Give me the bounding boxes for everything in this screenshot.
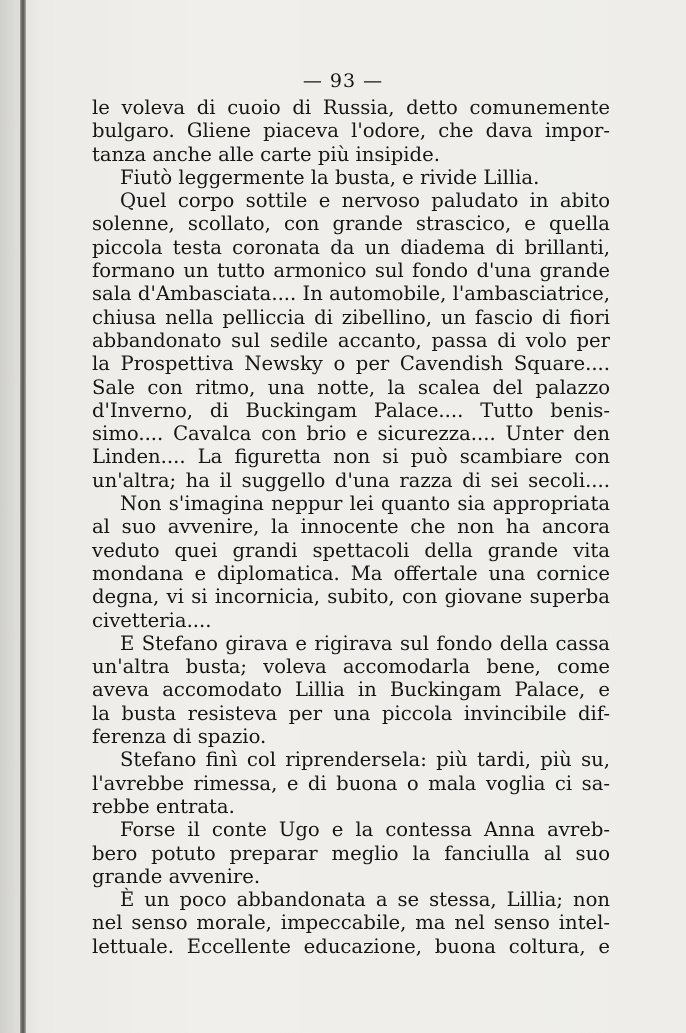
text-line: degna, vi si incornicia, subito, con giovane superba	[92, 585, 610, 609]
text-line: nel senso morale, impeccabile, ma nel senso intel-	[92, 911, 610, 935]
text-line: bero potuto preparar meglio la fanciulla al suo	[92, 841, 610, 865]
text-line: veduto quei grandi spettacoli della grande vita	[92, 538, 610, 562]
text-line: E Stefano girava e rigirava sul fondo della cassa	[120, 631, 610, 655]
text-line: al suo avvenire, la innocente che non ha ancora	[92, 515, 610, 539]
text-line: Linden.... La figuretta non si può scambiare con	[92, 445, 610, 469]
text-line: le voleva di cuoio di Russia, detto comunemente	[92, 96, 610, 119]
text-line: simo.... Cavalca con brio e sicurezza.... Unter den	[92, 422, 610, 446]
text-line: Non s'imagina neppur lei quanto sia appropriata	[120, 492, 610, 516]
text-line: grande avvenire.	[92, 864, 261, 888]
text-line: sala d'Ambasciata.... In automobile, l'ambasciatrice,	[92, 282, 610, 306]
page-number: — 93 —	[302, 70, 384, 92]
text-line: formano un tutto armonico sul fondo d'una grande	[92, 259, 610, 283]
body-text	[92, 96, 610, 958]
text-line: la busta resisteva per una piccola invincibile dif-	[92, 701, 610, 725]
text-line: un'altra; ha il suggello d'una razza di sei secoli....	[92, 468, 610, 492]
text-line: Forse il conte Ugo e la contessa Anna avreb-	[120, 818, 610, 842]
text-line: Fiutò leggermente la busta, e rivide Lillia.	[120, 165, 540, 189]
text-line: Sale con ritmo, una notte, la scalea del palazzo	[92, 375, 610, 399]
text-line: mondana e diplomatica. Ma offertale una cornice	[92, 561, 610, 585]
text-line: rebbe entrata.	[92, 794, 235, 818]
text-line: l'avrebbe rimessa, e di buona o mala voglia ci sa-	[92, 771, 610, 795]
text-line: piccola testa coronata da un diadema di brillanti,	[92, 235, 610, 259]
text-line: È un poco abbandonata a se stessa, Lillia; non	[120, 888, 610, 912]
text-line: Stefano finì col riprendersela: più tardi, più su,	[120, 748, 610, 772]
text-line: chiusa nella pelliccia di zibellino, un fascio di fiori	[92, 305, 610, 329]
text-line: tanza anche alle carte più insipide.	[92, 142, 440, 166]
text-line: aveva accomodato Lillia in Buckingam Palace, e	[92, 678, 610, 702]
text-line: lettuale. Eccellente educazione, buona coltura, e	[92, 934, 610, 958]
text-line: bulgaro. Gliene piaceva l'odore, che dava impor-	[92, 119, 610, 143]
text-line: civetteria....	[92, 608, 212, 632]
text-line: la Prospettiva Newsky o per Cavendish Square....	[92, 352, 610, 376]
text-line: un'altra busta; voleva accomodarla bene, come	[92, 655, 610, 679]
text-line: d'Inverno, di Buckingam Palace.... Tutto benis-	[92, 398, 610, 422]
binding-gutter	[20, 0, 26, 1033]
text-line: Quel corpo sottile e nervoso paludato in abito	[120, 189, 610, 213]
text-line: ferenza di spazio.	[92, 725, 267, 749]
text-line: solenne, scollato, con grande strascico, e quella	[92, 212, 610, 236]
text-line: abbandonato sul sedile accanto, passa di volo per	[92, 328, 610, 352]
binding-shadow	[0, 0, 20, 1033]
